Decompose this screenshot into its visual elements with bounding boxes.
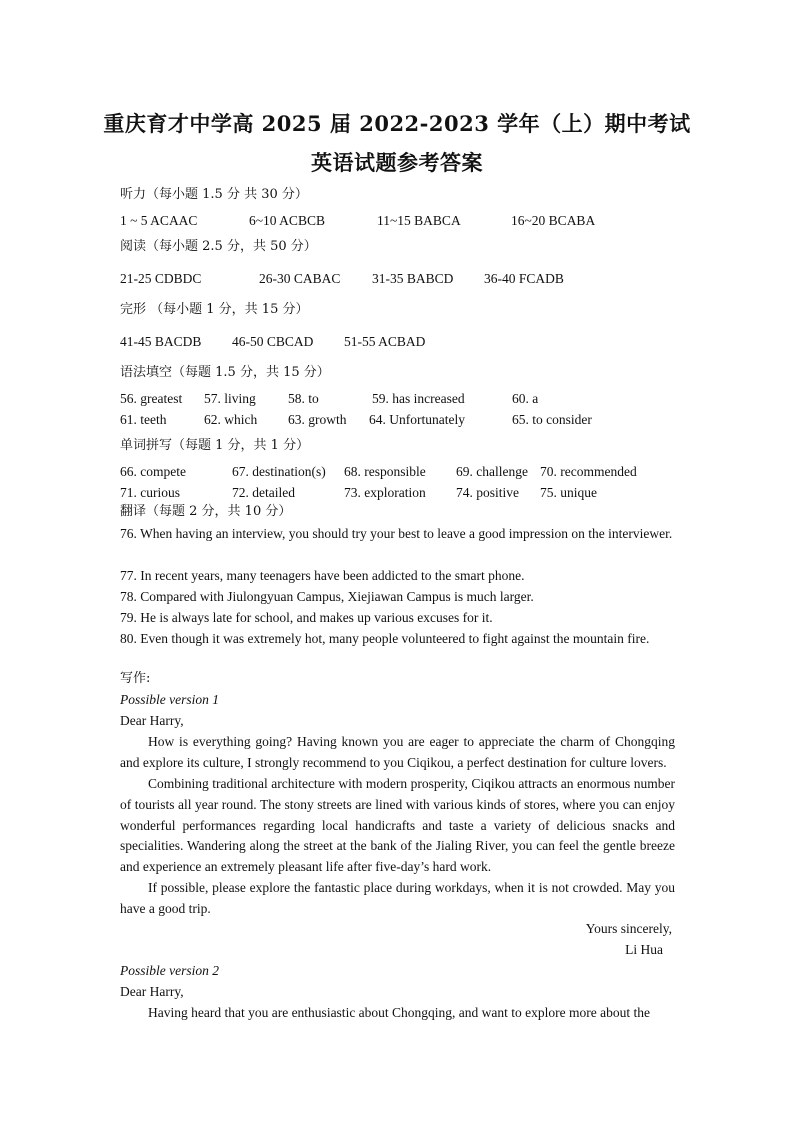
answer-item: 56. greatest: [120, 391, 183, 406]
answer-group: 11~15 BABCA: [377, 213, 461, 228]
answer-group: 21-25 CDBDC: [120, 271, 202, 286]
answer-item: 64. Unfortunately: [369, 412, 465, 427]
answer-group: 36-40 FCADB: [484, 271, 564, 286]
answer-item: 74. positive: [456, 485, 519, 500]
page-title: 重庆育才中学高 2025 届 2022-2023 学年（上）期中考试: [103, 111, 691, 136]
answer-item: 68. responsible: [344, 464, 426, 479]
translation-item: 79. He is always late for school, and makes up various excuses for it.: [120, 610, 493, 625]
answer-item: 67. destination(s): [232, 464, 326, 479]
letter-paragraph: If possible, please explore the fantastic place during workdays, when it is not crowded. May you have a good trip.: [120, 880, 675, 916]
letter-closing: Yours sincerely,: [585, 921, 672, 936]
answer-group: 41-45 BACDB: [120, 334, 202, 349]
answer-item: 69. challenge: [456, 464, 528, 479]
answer-item: 62. which: [204, 412, 258, 427]
answer-item: 58. to: [288, 391, 319, 406]
letter-paragraph: Having heard that you are enthusiastic about Chongqing, and want to explore more about the: [148, 1005, 650, 1020]
answer-item: 57. living: [204, 391, 256, 406]
answer-item: 60. a: [512, 391, 539, 406]
answer-group: 16~20 BCABA: [511, 213, 596, 228]
spelling-label: 单词拼写（每题 1 分，共 1 分）: [120, 438, 310, 453]
translation-item: 77. In recent years, many teenagers have been addicted to the smart phone.: [120, 568, 525, 583]
answer-group: 46-50 CBCAD: [232, 334, 314, 349]
version-heading: Possible version 2: [120, 963, 219, 978]
reading-label: 阅读（每小题 2.5 分，共 50 分）: [120, 239, 317, 254]
answer-group: 26-30 CABAC: [259, 271, 341, 286]
translation-item: 76. When having an interview, you should try your best to leave a good impression on the interviewer.: [120, 526, 673, 541]
answer-item: 65. to consider: [512, 412, 592, 427]
answer-item: 61. teeth: [120, 412, 167, 427]
cloze-label: 完形 （每小题 1 分，共 15 分）: [120, 302, 309, 317]
grammar-label: 语法填空（每题 1.5 分，共 15 分）: [120, 365, 330, 380]
answer-item: 70. recommended: [540, 464, 637, 479]
listening-label: 听力（每小题 1.5 分 共 30 分）: [120, 187, 308, 202]
translation-item: 78. Compared with Jiulongyuan Campus, Xiejiawan Campus is much larger.: [120, 589, 534, 604]
letter-greeting: Dear Harry,: [120, 984, 184, 999]
writing-label: 写作:: [120, 671, 151, 686]
answer-item: 66. compete: [120, 464, 186, 479]
answer-group: 51-55 ACBAD: [344, 334, 426, 349]
letter-greeting: Dear Harry,: [120, 713, 184, 728]
version-heading: Possible version 1: [120, 692, 219, 707]
letter-paragraph: How is everything going? Having known you are eager to appreciate the charm of Chongqing and explore its culture, I strongly recommend to you Ciqikou, a perfect destination for culture lovers.: [120, 734, 675, 770]
answer-item: 71. curious: [120, 485, 180, 500]
answer-group: 6~10 ACBCB: [249, 213, 325, 228]
letter-paragraph: Combining traditional architecture with modern prosperity, Ciqikou attracts an enormous number of tourists all year round. The stony streets are lined with various kinds of stores, where you can enjoy wonderful performances regarding local handicrafts and taste a variety of delicious snacks and specialities. Wandering along the street at the bank of the Jialing River, you can feel the gentle breeze and experience an extremely pleasant life after five-day’s hard work.: [120, 776, 675, 875]
page-subtitle: 英语试题参考答案: [311, 150, 483, 175]
translation-label: 翻译（每题 2 分，共 10 分）: [120, 504, 292, 519]
answer-group: 31-35 BABCD: [372, 271, 454, 286]
letter-signature: Li Hua: [625, 942, 663, 957]
answer-item: 63. growth: [288, 412, 347, 427]
answer-item: 73. exploration: [344, 485, 426, 500]
translation-item: 80. Even though it was extremely hot, many people volunteered to fight against the mountain fire.: [120, 631, 650, 646]
answer-group: 1 ~ 5 ACAAC: [120, 213, 198, 228]
answer-item: 59. has increased: [372, 391, 465, 406]
answer-item: 75. unique: [540, 485, 597, 500]
answer-item: 72. detailed: [232, 485, 295, 500]
